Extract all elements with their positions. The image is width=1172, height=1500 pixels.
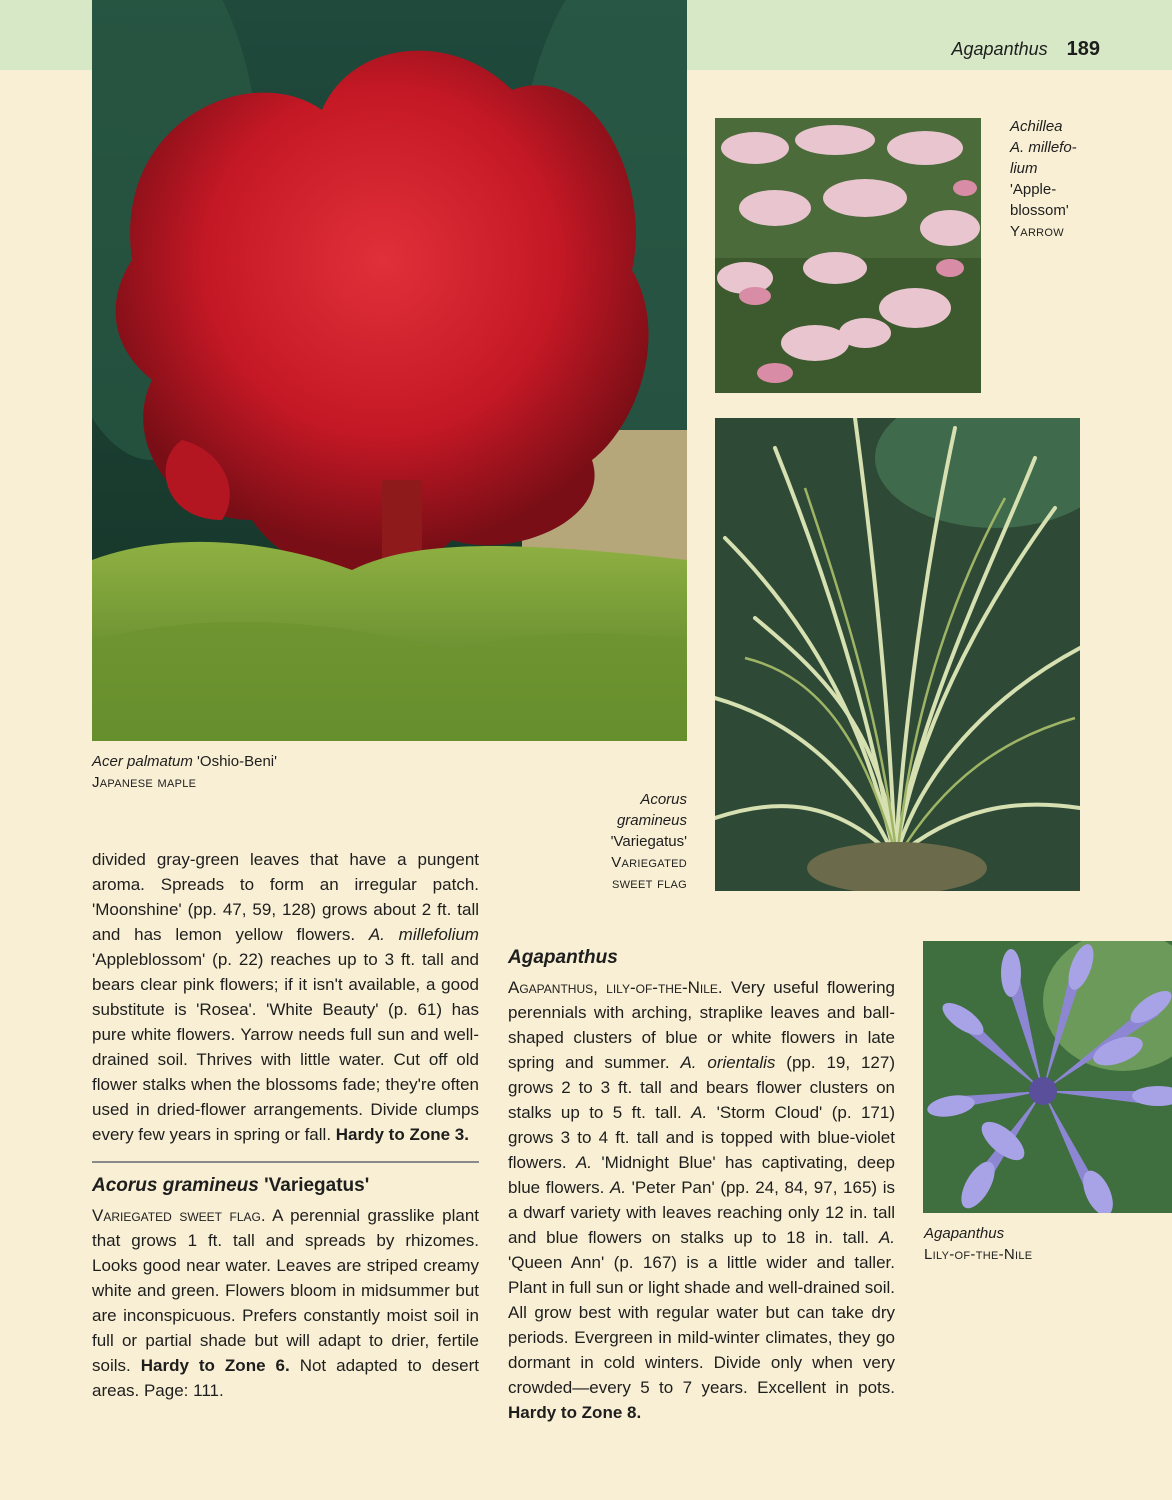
caption-cultivar-line-2: blossom' xyxy=(1010,202,1069,219)
caption-scientific: Agapanthus xyxy=(924,1225,1005,1242)
caption-scientific-line-3: lium xyxy=(1010,160,1038,177)
acorus-entry-text: Variegated sweet flag. A perennial grasslike plant that grows 1 ft. tall and spreads by rhizomes. Looks good near water. Leaves are striped creamy white and green. Flowers bloom in midsummer but are inconspicuous. Prefers constantly moist soil in full or partial shade but will adapt to drier, fertile soils. Hardy to Zone 6. Not adapted to desert areas. Page: 111. xyxy=(92,1206,479,1400)
running-head-title: Agapanthus xyxy=(951,39,1048,59)
sweet-flag-caption xyxy=(567,789,687,894)
caption-common-line-2: sweet flag xyxy=(611,875,687,892)
hardiness-zone: Hardy to Zone 3. xyxy=(335,1125,469,1144)
sweet-flag-photo xyxy=(715,418,1080,891)
agapanthus-caption xyxy=(924,1223,1164,1265)
section-divider xyxy=(92,1161,479,1163)
agapanthus-entry-text: Agapanthus, lily-of-the-Nile. Very useful flowering perennials with arching, straplike leaves and ball-shaped clusters of blue or white flowers in late spring and summer. A. orientalis (pp. 19, 127) grows 2 to 3 ft. tall and bears flower clusters on stalks up to 5 ft. tall. A. 'Storm Cloud' (p. 171) grows 3 to 4 ft. tall and is topped with blue-violet flowers. A. 'Midnight Blue' has captivating, deep blue flowers. A. 'Peter Pan' (pp. 24, 84, 97, 165) is a dwarf variety with leaves reaching only 12 in. tall and blue flowers on stalks up to 18 in. tall. A. 'Queen Ann' (p. 167) is a little wider and taller. Plant in full sun or light shade and well-drained soil. All grow best with regular water but can take dry periods. Evergreen in mild-winter climates, they go dormant in cold winters. Divide only when very crowded—every 5 to 7 years. Excellent in pots. Hardy to Zone 8. xyxy=(508,978,895,1422)
running-head xyxy=(952,38,1100,61)
caption-cultivar: 'Variegatus' xyxy=(610,833,687,850)
caption-common: Lily-of-the-Nile xyxy=(924,1246,1033,1263)
left-column xyxy=(92,847,479,1403)
acorus-entry-heading: Acorus gramineus 'Variegatus' xyxy=(92,1175,370,1196)
right-column xyxy=(508,945,895,1425)
caption-cultivar: 'Oshio-Beni' xyxy=(197,753,277,770)
yarrow-photo xyxy=(715,118,981,393)
japanese-maple-photo xyxy=(92,0,687,741)
japanese-maple-caption xyxy=(92,751,492,793)
achillea-continued-text: divided gray-green leaves that have a pungent aroma. Spreads to form an irregular patch. 'Moonshine' (pp. 47, 59, 128) grows about 2 ft. tall and has lemon yellow flowers. A. millefolium 'Appleblossom' (p. 22) reaches up to 3 ft. tall and bears clear pink flowers; if it isn't available, a good substitute is 'Rosea'. 'White Beauty' (p. 61) has pure white flowers. Yarrow needs full sun and well-drained soil. Thrives with little water. Cut off old flower stalks when the blossoms fade; they're often used in dried-flower arrangements. Divide clumps every few years in spring or fall. Hardy to Zone 3. xyxy=(92,850,479,1144)
caption-scientific-line-2: gramineus xyxy=(616,812,687,829)
caption-scientific: Acer palmatum xyxy=(92,753,193,770)
caption-common-line-1: Variegated xyxy=(611,854,687,871)
hardiness-zone: Hardy to Zone 8. xyxy=(508,1403,642,1422)
caption-cultivar-line-1: 'Apple- xyxy=(1010,181,1057,198)
page-number: 189 xyxy=(1066,38,1100,60)
caption-common: Yarrow xyxy=(1010,223,1064,240)
common-name: Agapanthus, lily-of-the-Nile xyxy=(508,978,718,997)
caption-scientific-line-2: A. millefo- xyxy=(1010,139,1077,156)
agapanthus-photo xyxy=(923,941,1172,1213)
agapanthus-entry-heading: Agapanthus xyxy=(508,947,618,968)
caption-scientific-line-1: Acorus xyxy=(640,791,687,808)
hardiness-zone: Hardy to Zone 6. xyxy=(140,1356,290,1375)
yarrow-caption xyxy=(1010,116,1110,242)
caption-common: Japanese maple xyxy=(92,774,197,791)
caption-scientific-line-1: Achillea xyxy=(1010,118,1063,135)
common-name: Variegated sweet flag xyxy=(92,1206,261,1225)
